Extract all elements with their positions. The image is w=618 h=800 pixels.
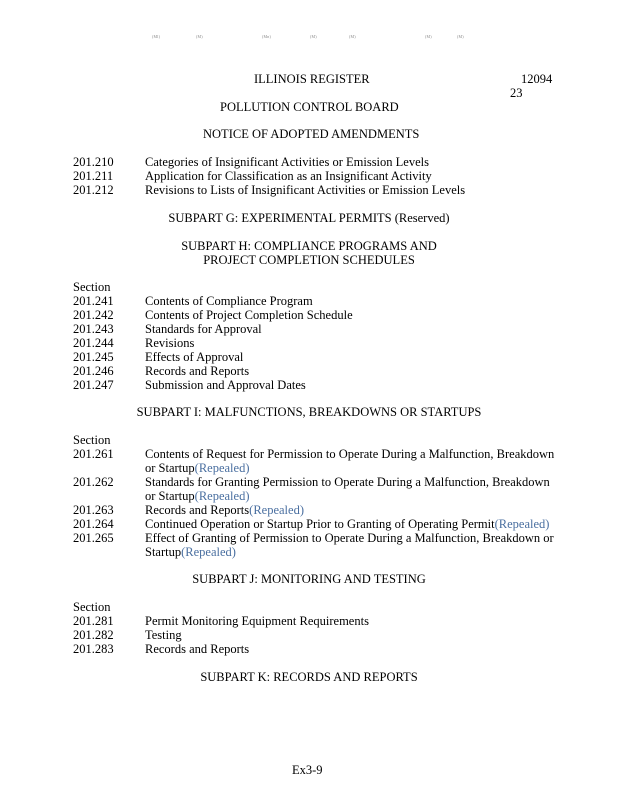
section-title: Standards for Approval bbox=[145, 322, 262, 336]
section-title-text: Continued Operation or Startup Prior to Granting of Operating Permit bbox=[145, 517, 495, 531]
section-label: Section bbox=[73, 600, 111, 614]
repealed-mark: (Repealed) bbox=[249, 503, 304, 517]
faint-mark: (Mn) bbox=[262, 34, 272, 39]
repealed-mark: (Repealed) bbox=[194, 489, 250, 503]
section-number: 201.281 bbox=[73, 614, 114, 628]
subpart-h-heading-line2: PROJECT COMPLETION SCHEDULES bbox=[203, 253, 415, 267]
section-title: Submission and Approval Dates bbox=[145, 378, 306, 392]
faint-mark: (M) bbox=[196, 34, 203, 39]
board-name: POLLUTION CONTROL BOARD bbox=[220, 100, 399, 114]
section-number: 201.264 bbox=[73, 517, 114, 531]
section-number: 201.283 bbox=[73, 642, 114, 656]
section-title: Effects of Approval bbox=[145, 350, 244, 364]
section-title: Standards for Granting Permission to Operate During a Malfunction, Breakdown bbox=[145, 475, 550, 489]
subpart-k-heading: SUBPART K: RECORDS AND REPORTS bbox=[200, 670, 418, 684]
sub-number: 23 bbox=[510, 86, 523, 100]
faint-mark: (Ml) bbox=[152, 34, 161, 39]
page-footer: Ex3-9 bbox=[292, 763, 323, 777]
section-number: 201.261 bbox=[73, 447, 114, 461]
section-title-text: or Startup bbox=[145, 489, 195, 503]
section-number: 201.243 bbox=[73, 322, 114, 336]
section-title: Contents of Project Completion Schedule bbox=[145, 308, 353, 322]
section-label: Section bbox=[73, 433, 111, 447]
section-title bbox=[145, 503, 304, 517]
section-number: 201.246 bbox=[73, 364, 114, 378]
section-title: Application for Classification as an Insignificant Activity bbox=[145, 169, 432, 183]
page-number: 12094 bbox=[521, 72, 553, 86]
faint-mark: (M) bbox=[349, 34, 356, 39]
section-title: Testing bbox=[145, 628, 182, 642]
section-title-continued bbox=[145, 461, 249, 475]
section-number: 201.242 bbox=[73, 308, 114, 322]
subpart-i-heading: SUBPART I: MALFUNCTIONS, BREAKDOWNS OR STARTUPS bbox=[136, 405, 482, 419]
section-number: 201.245 bbox=[73, 350, 114, 364]
section-title-continued bbox=[145, 489, 249, 503]
section-number: 201.212 bbox=[73, 183, 114, 197]
section-title: Permit Monitoring Equipment Requirements bbox=[145, 614, 369, 628]
section-number: 201.282 bbox=[73, 628, 114, 642]
faint-mark: (M) bbox=[457, 34, 464, 39]
section-title-text: or Startup bbox=[145, 461, 195, 475]
faint-mark: (M) bbox=[310, 34, 317, 39]
section-number: 201.244 bbox=[73, 336, 114, 350]
section-title: Contents of Compliance Program bbox=[145, 294, 313, 308]
section-title: Revisions to Lists of Insignificant Activities or Emission Levels bbox=[145, 183, 466, 197]
repealed-mark: (Repealed) bbox=[194, 461, 250, 475]
section-title: Categories of Insignificant Activities or Emission Levels bbox=[145, 155, 429, 169]
subpart-j-heading: SUBPART J: MONITORING AND TESTING bbox=[192, 572, 426, 586]
section-title: Records and Reports bbox=[145, 364, 250, 378]
section-title: Contents of Request for Permission to Operate During a Malfunction, Breakdown bbox=[145, 447, 555, 461]
section-number: 201.262 bbox=[73, 475, 114, 489]
faint-mark: (M) bbox=[425, 34, 432, 39]
section-title-text: Records and Reports bbox=[145, 503, 250, 517]
section-title-continued bbox=[145, 545, 236, 559]
section-title: Effect of Granting of Permission to Operate During a Malfunction, Breakdown or bbox=[145, 531, 554, 545]
section-number: 201.265 bbox=[73, 531, 114, 545]
section-title: Records and Reports bbox=[145, 642, 250, 656]
section-number: 201.263 bbox=[73, 503, 114, 517]
register-title: ILLINOIS REGISTER bbox=[254, 72, 370, 86]
repealed-mark: (Repealed) bbox=[181, 545, 236, 559]
section-title-text: Startup bbox=[145, 545, 182, 559]
section-number: 201.247 bbox=[73, 378, 114, 392]
section-number: 201.210 bbox=[73, 155, 114, 169]
section-number: 201.241 bbox=[73, 294, 114, 308]
repealed-mark: (Repealed) bbox=[494, 517, 550, 531]
subpart-g-heading: SUBPART G: EXPERIMENTAL PERMITS (Reserved) bbox=[168, 211, 450, 225]
section-number: 201.211 bbox=[73, 169, 114, 183]
notice-title: NOTICE OF ADOPTED AMENDMENTS bbox=[203, 127, 420, 141]
section-title: Revisions bbox=[145, 336, 195, 350]
section-label: Section bbox=[73, 280, 111, 294]
section-title bbox=[145, 517, 549, 531]
subpart-h-heading-line1: SUBPART H: COMPLIANCE PROGRAMS AND bbox=[181, 239, 437, 253]
